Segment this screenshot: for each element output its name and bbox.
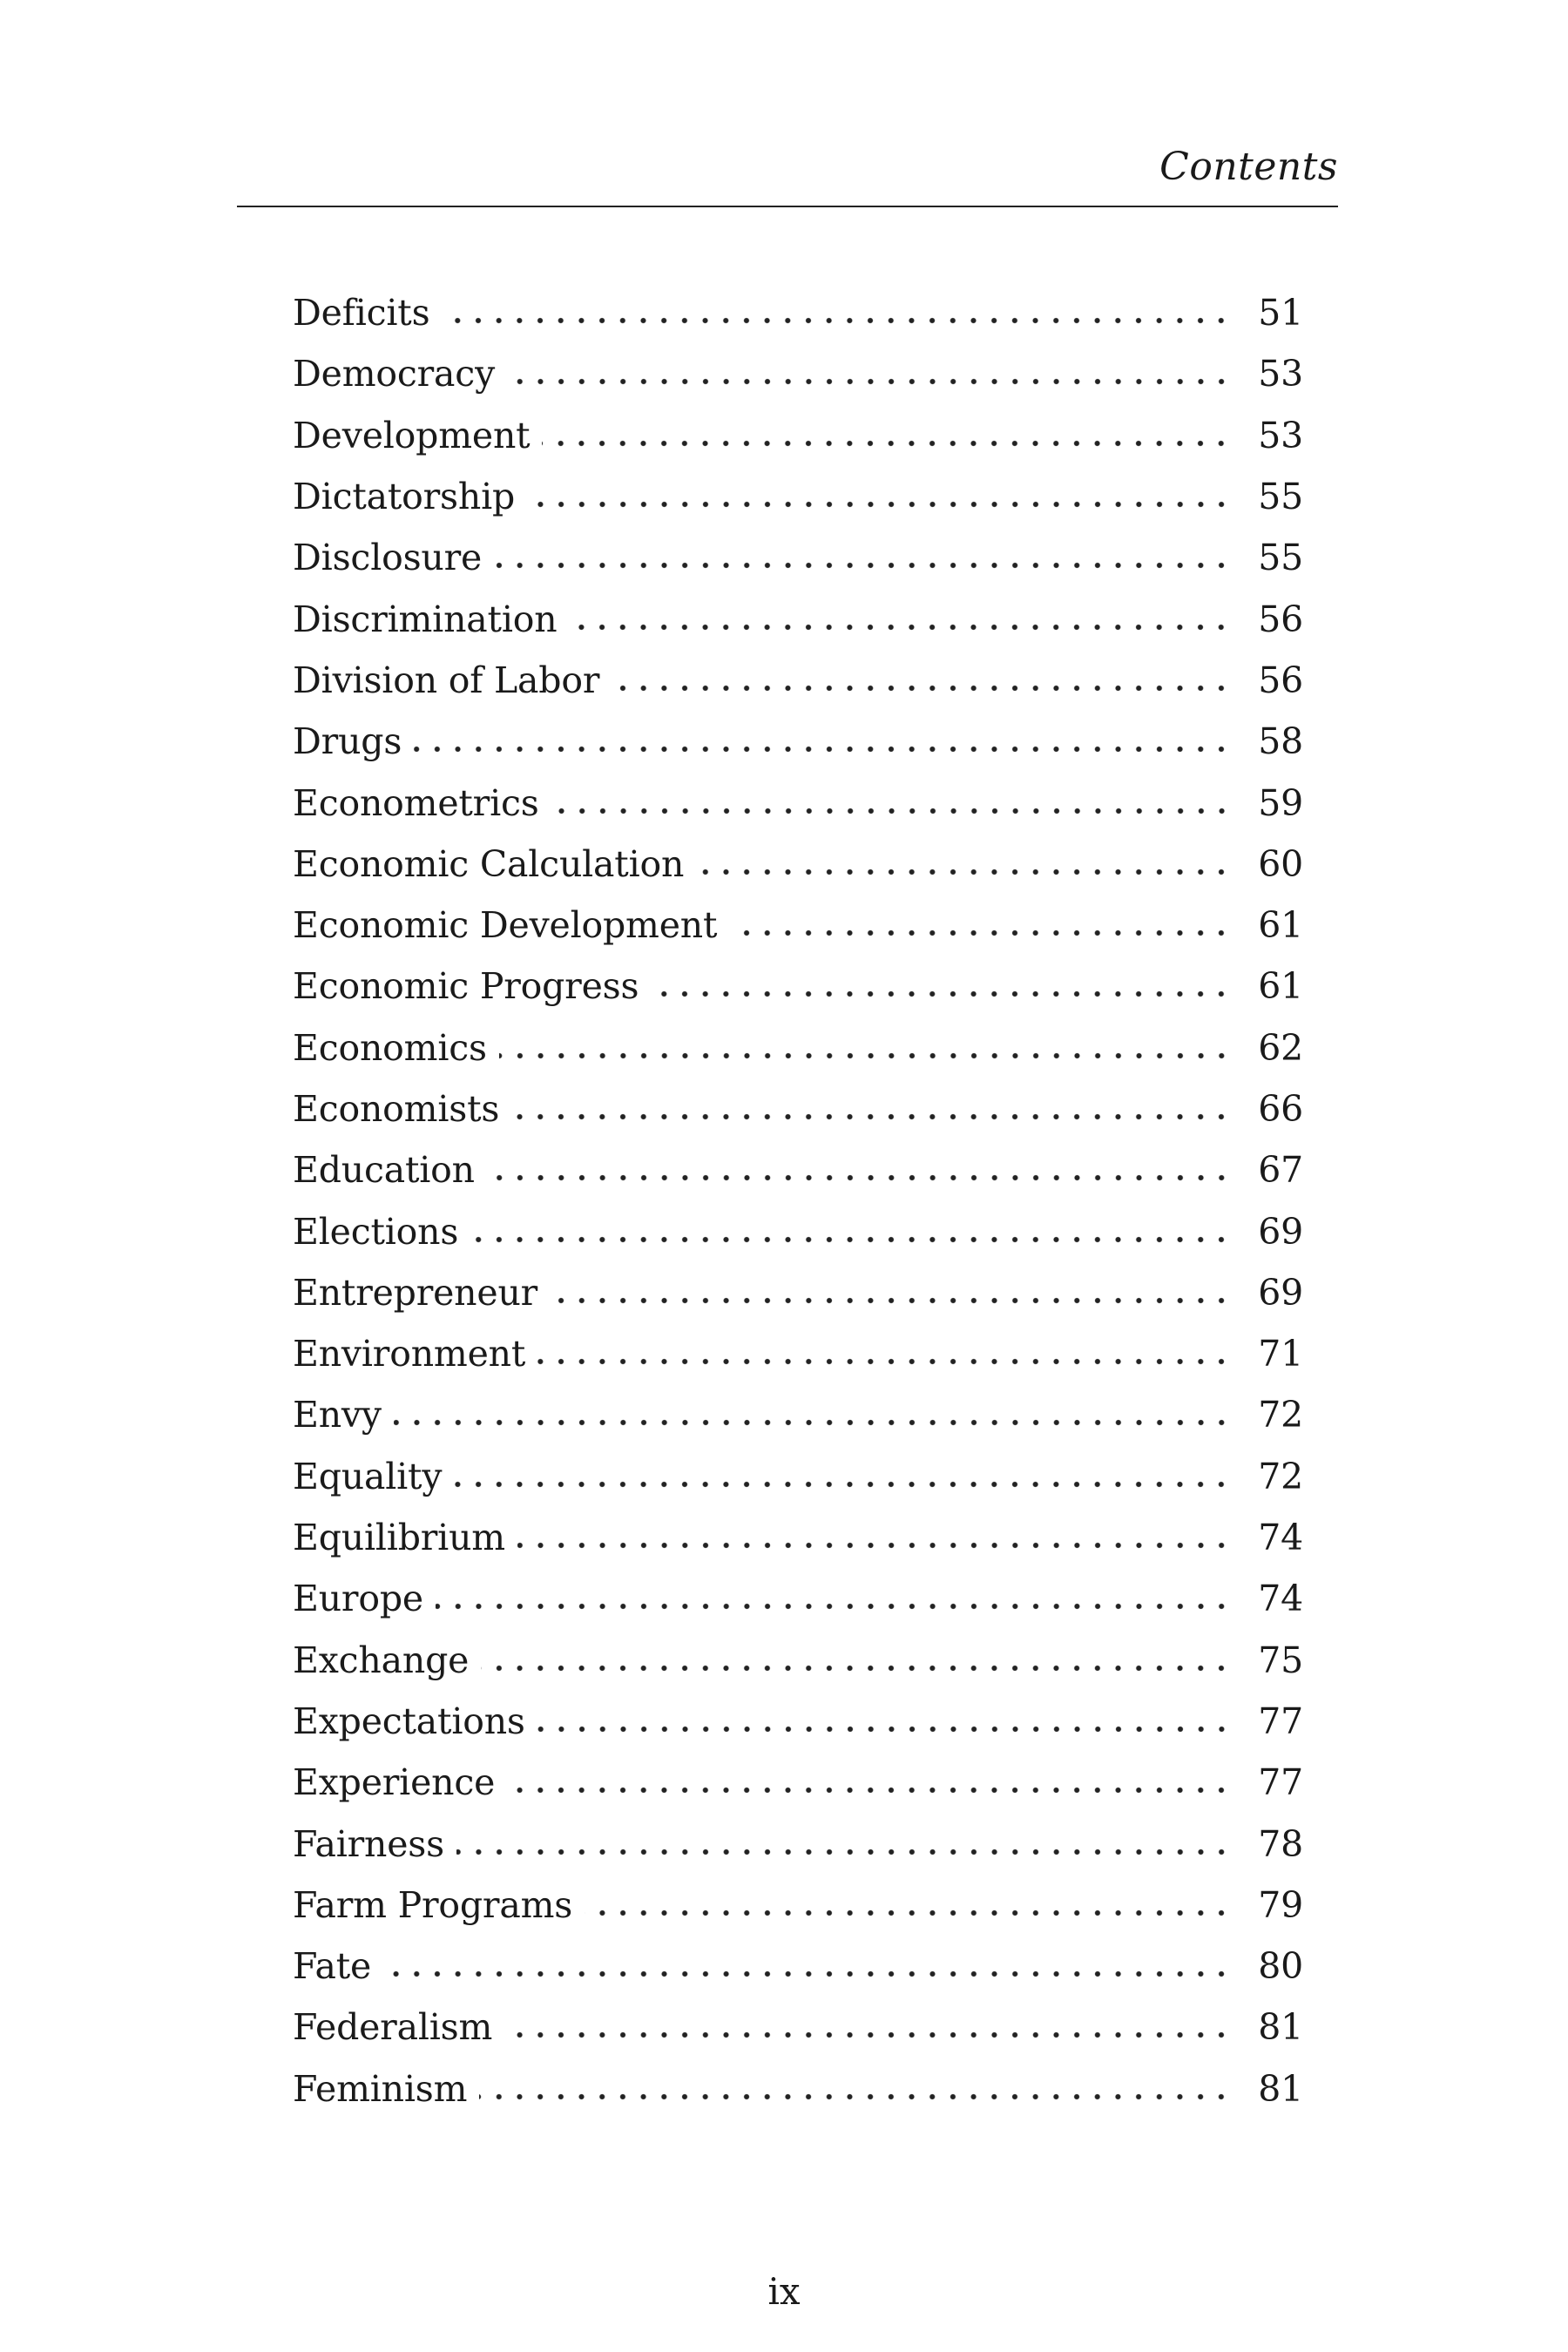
toc-entry[interactable] xyxy=(293,1997,1303,2058)
dot-leader xyxy=(481,1663,1232,1673)
toc-entry[interactable] xyxy=(293,2058,1303,2119)
dot-leader xyxy=(442,315,1232,326)
header-rule xyxy=(237,206,1338,207)
toc-entry-title: Democracy xyxy=(293,353,496,395)
dot-leader xyxy=(517,1540,1232,1551)
toc-entry-title: Education xyxy=(293,1149,475,1192)
table-of-contents xyxy=(293,282,1303,2119)
toc-entry[interactable] xyxy=(293,1630,1303,1691)
toc-entry-title: Econometrics xyxy=(293,781,539,824)
toc-entry-page: 74 xyxy=(1258,1517,1303,1559)
toc-entry[interactable] xyxy=(293,527,1303,588)
dot-leader xyxy=(551,806,1232,816)
toc-entry-page: 56 xyxy=(1258,659,1303,701)
toc-entry-page: 79 xyxy=(1258,1883,1303,1926)
toc-entry-page: 55 xyxy=(1258,537,1303,579)
toc-entry-page: 81 xyxy=(1258,2006,1303,2049)
dot-leader xyxy=(454,1479,1232,1490)
toc-entry-title: Fate xyxy=(293,1945,372,1988)
toc-entry-page: 78 xyxy=(1258,1822,1303,1865)
toc-entry[interactable] xyxy=(293,1323,1303,1384)
toc-entry-title: Feminism xyxy=(293,2067,468,2110)
toc-entry-title: Equality xyxy=(293,1455,443,1497)
toc-entry[interactable] xyxy=(293,1568,1303,1629)
toc-entry-title: Expectations xyxy=(293,1700,525,1742)
dot-leader xyxy=(527,499,1232,510)
toc-entry-page: 74 xyxy=(1258,1578,1303,1620)
toc-entry-title: Elections xyxy=(293,1210,459,1253)
dot-leader xyxy=(507,1785,1232,1795)
toc-entry-page: 69 xyxy=(1258,1271,1303,1314)
toc-entry-page: 62 xyxy=(1258,1026,1303,1069)
toc-entry[interactable] xyxy=(293,1446,1303,1507)
toc-entry-page: 58 xyxy=(1258,720,1303,763)
dot-leader xyxy=(414,744,1232,754)
dot-leader xyxy=(436,1601,1232,1612)
toc-entry-page: 51 xyxy=(1258,292,1303,335)
dot-leader xyxy=(507,376,1232,387)
toc-entry[interactable] xyxy=(293,1384,1303,1445)
dot-leader xyxy=(394,1417,1232,1428)
toc-entry-title: Discrimination xyxy=(293,598,558,640)
toc-entry-title: Division of Labor xyxy=(293,659,600,701)
toc-entry[interactable] xyxy=(293,1017,1303,1078)
toc-entry-title: Farm Programs xyxy=(293,1883,573,1926)
toc-entry[interactable] xyxy=(293,895,1303,956)
dot-leader xyxy=(585,1908,1232,1918)
toc-entry-title: Economists xyxy=(293,1088,500,1130)
toc-entry-page: 71 xyxy=(1258,1333,1303,1375)
toc-entry[interactable] xyxy=(293,466,1303,527)
toc-entry-page: 59 xyxy=(1258,781,1303,824)
toc-entry-title: Economic Development xyxy=(293,904,718,947)
dot-leader xyxy=(537,1724,1232,1734)
toc-entry[interactable] xyxy=(293,772,1303,833)
toc-entry-title: Federalism xyxy=(293,2006,493,2049)
toc-entry[interactable] xyxy=(293,282,1303,343)
dot-leader xyxy=(651,989,1232,999)
toc-entry[interactable] xyxy=(293,1507,1303,1568)
toc-entry-title: Drugs xyxy=(293,720,402,763)
toc-entry-page: 61 xyxy=(1258,904,1303,947)
toc-entry-title: Exchange xyxy=(293,1639,470,1681)
toc-entry-title: Deficits xyxy=(293,292,430,335)
toc-entry[interactable] xyxy=(293,1078,1303,1139)
toc-entry-title: Economics xyxy=(293,1026,487,1069)
toc-entry[interactable] xyxy=(293,1813,1303,1874)
toc-entry[interactable] xyxy=(293,588,1303,649)
toc-entry-title: Economic Progress xyxy=(293,965,639,1008)
toc-entry-page: 69 xyxy=(1258,1210,1303,1253)
dot-leader xyxy=(504,2030,1232,2040)
toc-entry-page: 77 xyxy=(1258,1700,1303,1742)
toc-entry-page: 53 xyxy=(1258,414,1303,456)
dot-leader xyxy=(542,438,1232,449)
toc-entry-title: Europe xyxy=(293,1578,423,1620)
toc-entry-page: 61 xyxy=(1258,965,1303,1008)
toc-entry[interactable] xyxy=(293,1262,1303,1323)
toc-entry[interactable] xyxy=(293,1200,1303,1261)
toc-entry-title: Environment xyxy=(293,1333,526,1375)
toc-entry-page: 53 xyxy=(1258,353,1303,395)
dot-leader xyxy=(479,2092,1232,2102)
toc-entry-page: 55 xyxy=(1258,476,1303,518)
dot-leader xyxy=(494,560,1232,571)
dot-leader xyxy=(487,1173,1232,1183)
toc-entry-title: Equilibrium xyxy=(293,1517,505,1559)
toc-entry[interactable] xyxy=(293,834,1303,895)
dot-leader xyxy=(569,622,1232,632)
toc-entry-page: 67 xyxy=(1258,1149,1303,1192)
toc-entry[interactable] xyxy=(293,956,1303,1017)
toc-entry[interactable] xyxy=(293,1875,1303,1936)
toc-entry[interactable] xyxy=(293,1691,1303,1752)
toc-entry-page: 77 xyxy=(1258,1761,1303,1804)
toc-entry[interactable] xyxy=(293,405,1303,466)
toc-entry-title: Fairness xyxy=(293,1822,444,1865)
toc-entry-page: 72 xyxy=(1258,1394,1303,1436)
toc-entry-page: 56 xyxy=(1258,598,1303,640)
toc-entry-page: 72 xyxy=(1258,1455,1303,1497)
dot-leader xyxy=(383,1969,1232,1979)
toc-entry-title: Development xyxy=(293,414,531,456)
toc-entry-title: Economic Calculation xyxy=(293,842,685,885)
page-number: ix xyxy=(767,2270,801,2313)
dot-leader xyxy=(696,867,1232,877)
dot-leader xyxy=(550,1295,1232,1306)
toc-entry-title: Entrepreneur xyxy=(293,1271,538,1314)
toc-entry[interactable] xyxy=(293,1752,1303,1813)
dot-leader xyxy=(470,1234,1232,1245)
dot-leader xyxy=(537,1356,1232,1367)
toc-entry-title: Envy xyxy=(293,1394,382,1436)
toc-entry[interactable] xyxy=(293,1139,1303,1200)
toc-entry[interactable] xyxy=(293,650,1303,711)
toc-entry-title: Experience xyxy=(293,1761,496,1804)
dot-leader xyxy=(456,1847,1232,1857)
toc-entry-title: Disclosure xyxy=(293,537,483,579)
running-head: Contents xyxy=(1159,145,1338,189)
toc-entry-page: 66 xyxy=(1258,1088,1303,1130)
dot-leader xyxy=(511,1112,1232,1122)
toc-entry-page: 60 xyxy=(1258,842,1303,885)
toc-entry-title: Dictatorship xyxy=(293,476,516,518)
dot-leader xyxy=(729,928,1232,938)
dot-leader xyxy=(499,1051,1232,1061)
toc-entry[interactable] xyxy=(293,343,1303,404)
toc-entry-page: 75 xyxy=(1258,1639,1303,1681)
dot-leader xyxy=(612,683,1232,693)
toc-entry-page: 81 xyxy=(1258,2067,1303,2110)
toc-entry-page: 80 xyxy=(1258,1945,1303,1988)
toc-entry[interactable] xyxy=(293,1936,1303,1997)
toc-entry[interactable] xyxy=(293,711,1303,772)
